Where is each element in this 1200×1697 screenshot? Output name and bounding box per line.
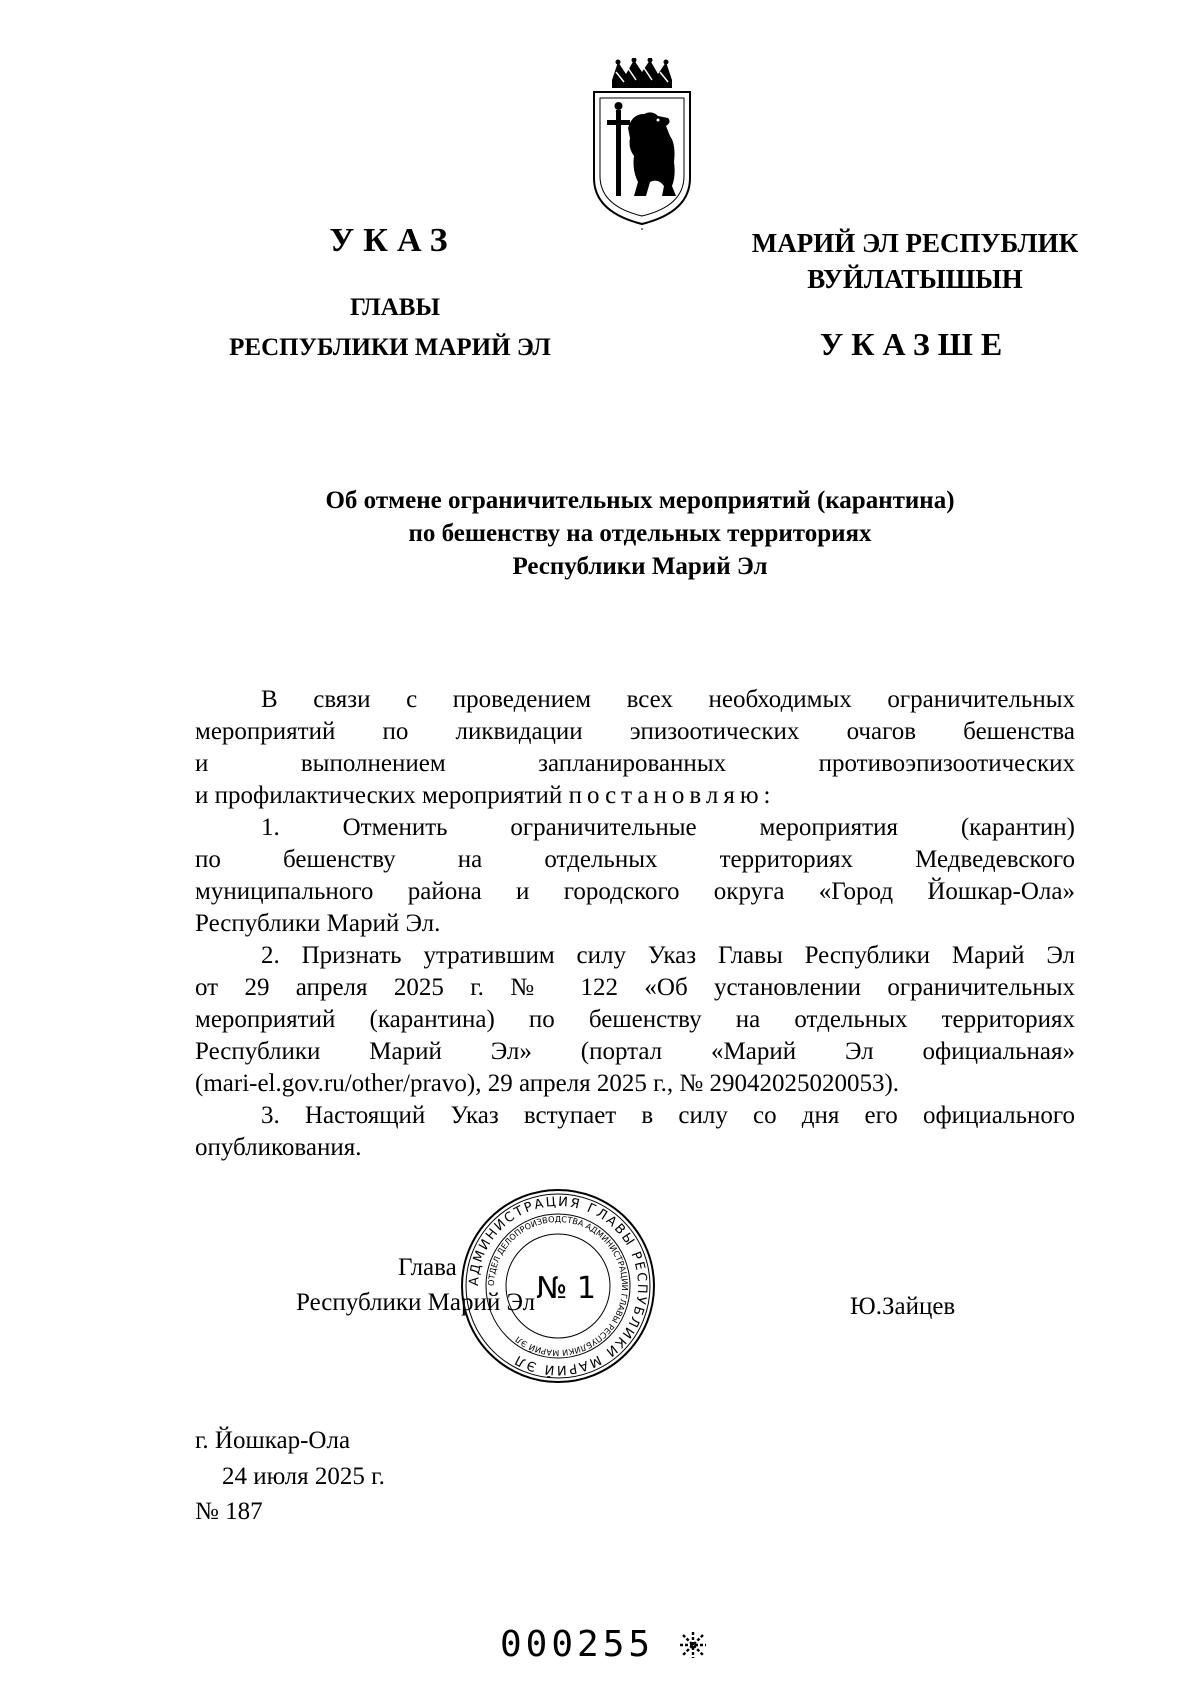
body-line: Республики Марий Эл» (портал «Марий Эл официальная» <box>195 1038 1075 1065</box>
issuer-line-1-mari: МАРИЙ ЭЛ РЕСПУБЛИК <box>751 228 1079 258</box>
body-line: по бешенству на отдельных территориях Медведевского <box>195 846 1075 873</box>
body-line: от 29 апреля 2025 г. № 122 «Об установлении ограничительных <box>195 974 1075 1001</box>
coat-of-arms-emblem <box>588 58 696 230</box>
body-line: и выполнением запланированных противоэпизоотических <box>195 750 1075 777</box>
asterisk-icon <box>678 1630 708 1660</box>
body-text: и профилактических мероприятий <box>195 782 569 809</box>
resolution-word: постановляю: <box>568 782 776 809</box>
issuer-line-2-ru: РЕСПУБЛИКИ МАРИЙ ЭЛ <box>229 334 551 361</box>
decree-heading-ru: УКАЗ <box>329 222 457 259</box>
issuer-line-1-ru: ГЛАВЫ <box>349 294 441 321</box>
signatory-position-line-2: Республики Марий Эл <box>296 1289 536 1316</box>
signatory-position-line-1: Глава <box>398 1254 457 1281</box>
body-line: Республики Марий Эл. <box>195 910 441 937</box>
signatory-name: Ю.Зайцев <box>850 1293 956 1320</box>
body-line: муниципального района и городского округа «Город Йошкар-Ола» <box>195 878 1075 905</box>
decree-heading-mari: УКАЗШЕ <box>819 326 1011 362</box>
body-line: 1. Отменить ограничительные мероприятия (карантин) <box>261 814 1075 841</box>
body-line: мероприятий (карантина) по бешенству на отдельных территориях <box>195 1006 1075 1033</box>
body-line: (mari-el.gov.ru/other/pravo), 29 апреля 2025 г., № 29042025020053). <box>195 1070 900 1097</box>
body-line: опубликования. <box>195 1134 362 1161</box>
form-serial-number: 000255 <box>500 1624 655 1665</box>
title-line: Республики Марий Эл <box>512 553 768 580</box>
issuer-line-2-mari: ВУЙЛАТЫШЫН <box>807 264 1023 294</box>
stamp-inner-text: ОТДЕЛ ДЕЛОПРОИЗВОДСТВА АДМИНИСТРАЦИИ ГЛАВЫ РЕСПУБЛИКИ МАРИЙ ЭЛ <box>485 1213 631 1359</box>
place-of-signing: г. Йошкар-Ола <box>195 1427 351 1454</box>
body-line: мероприятий по ликвидации эпизоотических очагов бешенства <box>195 718 1075 745</box>
stamp-number: № 1 <box>536 1271 596 1306</box>
body-line <box>195 780 1075 812</box>
body-line: 3. Настоящий Указ вступает в силу со дня его официального <box>261 1102 1075 1129</box>
document-title <box>200 484 1080 583</box>
decree-date: 24 июля 2025 г. <box>222 1463 385 1490</box>
body-line: В связи с проведением всех необходимых ограничительных <box>261 686 1075 713</box>
document-body <box>195 684 1075 1164</box>
decree-number: № 187 <box>195 1498 263 1525</box>
title-line: по бешенству на отдельных территориях <box>408 520 872 547</box>
title-line: Об отмене ограничительных мероприятий (карантина) <box>325 487 955 514</box>
stamp-outer-text: АДМИНИСТРАЦИЯ ГЛАВЫ РЕСПУБЛИКИ МАРИЙ ЭЛ <box>466 1194 650 1378</box>
body-line: 2. Признать утратившим силу Указ Главы Республики Марий Эл <box>261 942 1075 969</box>
official-seal-stamp <box>458 1186 658 1386</box>
